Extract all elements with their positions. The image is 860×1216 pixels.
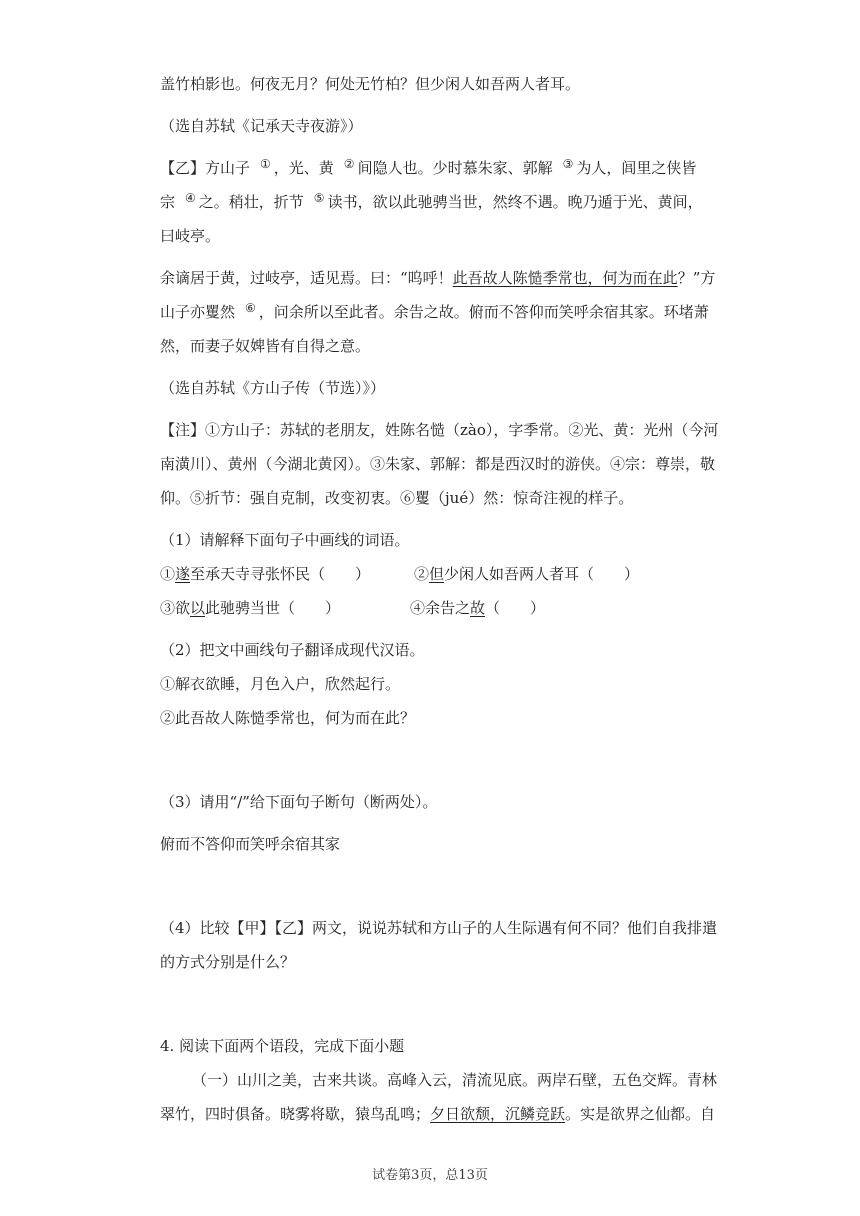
yi-text: 读书，欲以此驰骋当世，然终不遇。晚乃遁于光、黄间，: [327, 193, 703, 211]
notes-line-1: 【注】①方山子：苏轼的老朋友，姓陈名慥（zào），字季常。②光、黄：光州（今河: [160, 421, 719, 439]
item-number: ④余告之: [410, 599, 471, 617]
question-4-line-2: 的方式分别是什么？: [160, 953, 296, 971]
yi-text: 间隐人也。少时慕朱家、郭解: [357, 159, 553, 177]
yi-source: （选自苏轼《方山子传（节选）》）: [160, 379, 386, 397]
note-marker-1: ①: [260, 157, 271, 171]
yi-paragraph2-line-2: [160, 302, 709, 323]
question-2-title: （2）把文中画线句子翻译成现代汉语。: [160, 641, 425, 659]
section-4-title: 4. 阅读下面两个语段，完成下面小题: [160, 1037, 405, 1055]
question-4-line-1: （4）比较【甲】【乙】两文，说说苏轼和方山子的人生际遇有何不同？他们自我排遣: [160, 919, 718, 937]
question-3-sentence: 俯而不答仰而笑呼余宿其家: [160, 835, 341, 853]
yi-paragraph2-line-1: [160, 268, 715, 288]
item-text: 至承天寺寻张怀民（ ）: [190, 565, 371, 583]
underlined-word: 故: [470, 599, 486, 617]
item-text: 少闲人如吾两人者耳（ ）: [444, 565, 640, 583]
page-footer: 试卷第3页，总13页: [372, 1168, 488, 1183]
item-text: 此驰骋当世（ ）: [205, 599, 341, 617]
underlined-sentence: 此吾故人陈慥季常也，何为而在此: [452, 269, 678, 287]
section-4-passage-line-2: [160, 1104, 715, 1124]
question-2-sentence-1: ①解衣欲睡，月色入户，欣然起行。: [160, 675, 401, 693]
underlined-word: 但: [429, 565, 445, 583]
yi-text: 宗: [160, 193, 176, 211]
item-number: ③欲: [160, 599, 191, 617]
yi-text: 【乙】方山子: [160, 159, 251, 177]
jia-text-tail: 盖竹柏影也。何夜无月？何处无竹柏？但少闲人如吾两人者耳。: [160, 75, 581, 93]
item-number: ②: [414, 565, 430, 583]
note-marker-2: ②: [343, 157, 355, 171]
underlined-word: 遂: [175, 565, 191, 583]
passage-text: 。实是欲界之仙都。自: [565, 1105, 716, 1123]
yi-text: ？”方: [677, 269, 716, 287]
jia-source: （选自苏轼《记承天寺夜游》）: [160, 117, 363, 135]
underlined-sentence: 夕日欲颓，沉鳞竞跃: [430, 1105, 566, 1123]
yi-text: 山子亦矍然: [160, 303, 236, 321]
question-1-item-b: [414, 564, 639, 584]
yi-paragraph-line-1: [160, 158, 696, 179]
note-marker-3: ③: [562, 157, 574, 171]
question-1-item-a: [160, 564, 370, 584]
item-text: （ ）: [485, 599, 546, 617]
question-1-title: （1）请解释下面句子中画线的词语。: [160, 531, 410, 549]
question-1-item-c: [160, 598, 340, 618]
underlined-word: 以: [190, 599, 206, 617]
yi-text: 为人，闾里之侠皆: [576, 159, 697, 177]
question-3-title: （3）请用“/”给下面句子断句（断两处）。: [160, 793, 438, 811]
item-number: ①: [160, 565, 176, 583]
yi-paragraph-line-2: [160, 192, 703, 213]
yi-paragraph-line-3: 曰岐亭。: [160, 227, 221, 245]
yi-text: 之。稍壮，折节: [198, 193, 304, 211]
notes-line-2: 南潢川）、黄州（今湖北黄冈）。③朱家、郭解：都是西汉时的游侠。④宗：尊崇，敬: [160, 455, 716, 473]
note-marker-4: ④: [185, 191, 196, 205]
notes-line-3: 仰。⑤折节：强自克制，改变初衷。⑥矍（jué）然：惊奇注视的样子。: [160, 489, 634, 507]
question-1-item-d: [410, 598, 545, 618]
question-2-sentence-2: ②此吾故人陈慥季常也，何为而在此？: [160, 709, 416, 727]
note-marker-6: ⑥: [245, 301, 256, 315]
yi-paragraph2-line-3: 然，而妻子奴婢皆有自得之意。: [160, 337, 371, 355]
yi-text: 余谪居于黄，过岐亭，适见焉。曰：“呜呼！: [160, 269, 453, 287]
yi-text: ，问余所以至此者。余告之故。俯而不答仰而笑呼余宿其家。环堵萧: [258, 303, 709, 321]
section-4-passage-line-1: （一）山川之美，古来共谈。高峰入云，清流见底。两岸石壁，五色交辉。青林: [192, 1071, 718, 1089]
passage-text: 翠竹，四时俱备。晓雾将歇，猿鸟乱鸣；: [160, 1105, 431, 1123]
note-marker-5: ⑤: [313, 191, 325, 205]
yi-text: ，光、黄: [273, 159, 334, 177]
